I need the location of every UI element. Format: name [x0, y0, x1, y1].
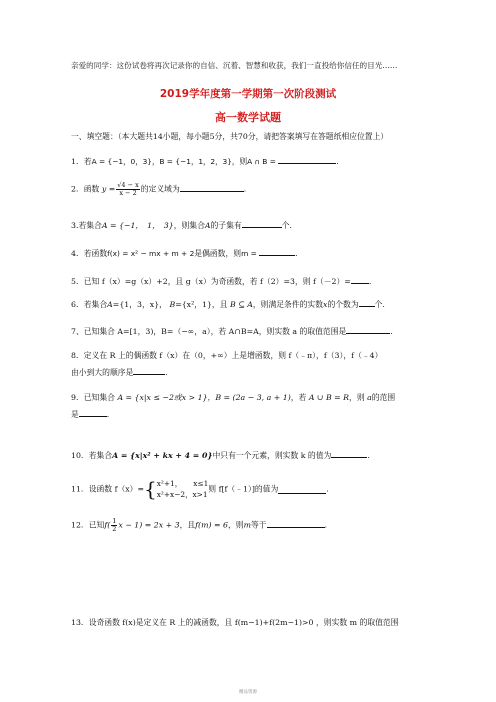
q12-tail: ，则 — [228, 520, 244, 530]
question-8 — [71, 350, 382, 361]
q7-answer-blank[interactable] — [346, 325, 390, 334]
q2-tail: 的定义域为 — [140, 184, 180, 194]
q1-prefix: 1．若 — [71, 157, 92, 166]
question-1: 1．若A = {−1，0，3}，B = {−1，1，2，3}，则A ∩ B = . — [71, 157, 339, 166]
q12-answer-blank[interactable] — [267, 519, 325, 528]
q6-B: B — [169, 300, 176, 309]
q9-a: a — [367, 393, 372, 402]
q10-answer-blank[interactable] — [331, 449, 367, 458]
q9-line2: 是 — [71, 410, 79, 419]
question-12: 12．已知f( $\frac{1}{2}$ x − 1) = 2x + 3，且f(m) = 6，则m等于 . — [71, 517, 328, 533]
q12-denominator: 2 — [112, 525, 117, 533]
q3-answer-blank[interactable] — [242, 219, 282, 228]
q3-end: 个. — [281, 221, 292, 230]
greeting-text: 亲爱的同学：这份试卷将再次记录你的自信、沉着、智慧和收获，我们一直投给你信任的目光…… — [71, 61, 398, 70]
q8-line1: 8．定义在 R 上的偶函数 f（x）在（0，+∞）上是增函数，则 f（﹣π），f（3），f（﹣4） — [71, 351, 383, 360]
q12-numerator: 1 — [112, 517, 117, 525]
q13-text: 13．设奇函数 f(x)是定义在 R 上的减函数，且 f(m−1)+f(2m−1)>0 ，则实数 m 的取值范围 — [71, 618, 399, 627]
q9-end: 的范围 — [371, 393, 396, 402]
q12-end: 等于 — [251, 520, 267, 530]
q2-denominator: x − 2 — [119, 189, 137, 197]
q6-text: 6．若集合 — [71, 300, 108, 309]
q5-answer-blank[interactable] — [351, 275, 369, 284]
q9-cond: ，若 — [290, 393, 307, 402]
q6-relation: B ⊆ A — [230, 300, 253, 309]
instructions: 一、填空题：（本大题共14小题，每小题5分，共70分，请把答案填写在答题纸相应位置上） — [71, 132, 389, 141]
question-3 — [71, 219, 292, 231]
q2-numerator: √4 − x — [117, 181, 139, 189]
question-7: 7、已知集合 A=[1，3)，B=（−∞，a），若 A∩B=A，则实数 a 的取值范围是 . — [71, 327, 393, 336]
question-2: 2．函数 y = $\frac{√4 - x}{x - 2}$ 的定义域为 . — [71, 181, 247, 197]
q1-mid: 则 — [239, 157, 248, 166]
q12-m: m — [243, 520, 251, 530]
q3-text: 3.若集合 — [71, 221, 102, 230]
q6-A: A — [107, 300, 113, 309]
q11-piecewise — [157, 478, 209, 500]
q6-end: 的个数为 — [327, 300, 359, 309]
question-4: 4．若函数f(x) = x² − mx + m + 2是偶函数，则m = . — [71, 249, 298, 258]
q2-prefix: 2．函数 — [71, 184, 100, 194]
q2-answer-blank[interactable] — [180, 183, 244, 192]
q12-fm: f(m) = 6 — [195, 520, 228, 530]
q6-answer-blank[interactable] — [359, 298, 375, 307]
question-10: 10．若集合A = {x|x² + kx + 4 = 0}中只有一个元素，则实数 k 的值为 . — [71, 451, 370, 460]
q1-answer-blank[interactable] — [278, 155, 336, 164]
q10-text: 10．若集合 — [71, 451, 113, 460]
q9-A: A = {x|x ≤ −2或x > 1} — [117, 393, 208, 402]
q1-math: A = {−1，0，3}，B = {−1，1，2，3}， — [91, 157, 240, 166]
q11-text: 11．设函数 f（x）= — [71, 484, 144, 494]
question-13 — [71, 617, 399, 628]
exam-title: 2019学年度第一学期第一次阶段测试 — [159, 88, 337, 100]
q9-tail: ，则 — [349, 393, 365, 402]
q4-text: 4．若函数 — [71, 249, 108, 258]
q4-mid: 是偶函数，则 — [194, 249, 242, 258]
page-footer: 精品资源 — [239, 690, 257, 695]
q12-mid: ，且 — [179, 520, 196, 530]
q4-expr: f(x) = x² − mx + m + 2 — [107, 249, 195, 258]
q12-f: f( — [104, 520, 111, 530]
q8-answer-blank[interactable] — [133, 366, 165, 375]
q10-tail: 中只有一个元素，则实数 k 的值为 — [212, 451, 332, 460]
q12-fraction — [111, 518, 117, 533]
question-6 — [71, 298, 385, 310]
q6-set1: ={1，3，x}， — [112, 300, 167, 309]
q6-x: x — [323, 300, 328, 309]
q9-text: 9．已知集合 — [71, 393, 115, 402]
q3-set: A = {−1， 1， 3} — [101, 221, 174, 230]
question-5: 5．已知 f（x）=g（x）+2，且 g（x）为奇函数，若 f（2）=3，则 f（－2）= . — [71, 277, 372, 286]
q1-tail: A ∩ B = — [247, 157, 279, 166]
question-9 — [71, 392, 395, 403]
q11-tail: 则 f[f（﹣1）]的值为 — [208, 484, 279, 494]
q6-set2: ={x²，1}，且 — [175, 300, 228, 309]
q9-union: A ∪ B = R — [308, 393, 350, 402]
q2-y: y = — [101, 184, 116, 194]
q8-line2: 由小到大的顺序是 — [71, 368, 134, 377]
q7-text: 7、已知集合 A=[1，3)，B=（−∞，a），若 A∩B=A，则实数 a 的取值范围是 — [71, 327, 347, 336]
q4-m: m = — [241, 249, 260, 258]
q4-answer-blank[interactable] — [259, 247, 295, 256]
q5-text: 5．已知 f（x）=g（x）+2，且 g（x）为奇函数，若 f（2）=3，则 f（－2）= — [71, 277, 351, 286]
question-8-line2: 由小到大的顺序是 . — [71, 368, 168, 377]
q11-case1: x²+1， x≤1 — [156, 479, 209, 488]
exam-subtitle: 高一数学试题 — [215, 111, 281, 124]
q3-tail: 的子集有 — [210, 221, 242, 230]
q12-text: 12．已知 — [71, 520, 105, 530]
q3-mid: ，则集合 — [173, 221, 205, 230]
q6-unit: 个. — [374, 300, 385, 309]
q2-fraction — [116, 182, 140, 197]
q11-answer-blank[interactable] — [278, 485, 326, 494]
question-11: 11．设函数 f（x）={ x²+1， x≤1 x²+x−2，x>1 则 f[f（﹣1）]的值为 . — [71, 477, 329, 501]
q9-B: ，B = (2a − 3, a + 1) — [207, 393, 291, 402]
q3-A: A — [204, 221, 211, 230]
question-9-line2: 是 . — [71, 410, 110, 419]
q9-answer-blank[interactable] — [79, 408, 107, 417]
piecewise-brace: { — [144, 477, 157, 501]
q11-case2: x²+x−2，x>1 — [156, 490, 208, 499]
q12-rest: x − 1) = 2x + 3 — [118, 520, 180, 530]
q10-set: A = {x|x² + kx + 4 = 0} — [112, 451, 213, 460]
q6-tail: ，则满足条件的实数 — [252, 300, 324, 309]
